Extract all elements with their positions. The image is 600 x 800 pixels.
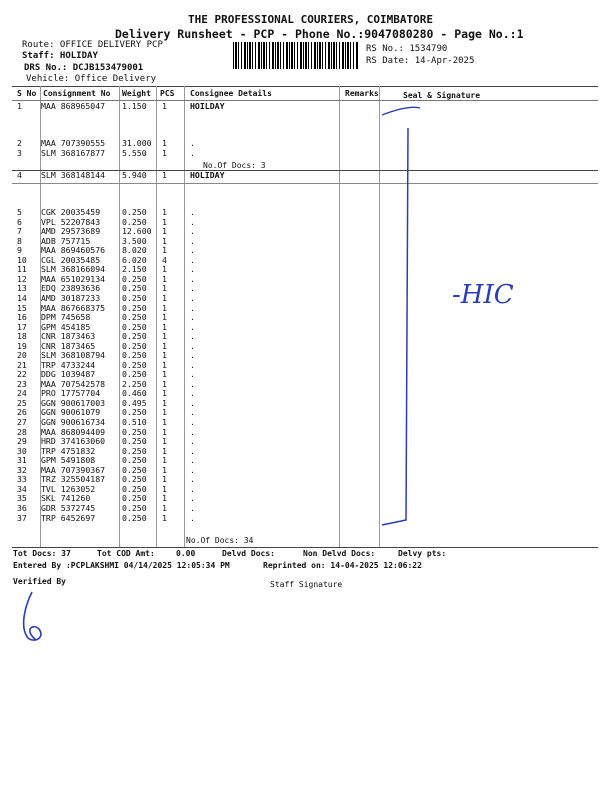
row-weight: 0.250: [122, 369, 147, 379]
row-consignment: GDR 5372745: [41, 503, 96, 513]
row-consignment: SKL 741260: [41, 493, 91, 503]
row-pcs: 1: [162, 407, 167, 417]
row-consignment: AMD 30187233: [41, 293, 101, 303]
row-weight: 6.020: [122, 255, 147, 265]
row-sno: 22: [17, 369, 27, 379]
row-pcs: 1: [162, 417, 167, 427]
row-consignment: CNR 1873463: [41, 331, 96, 341]
row-sno: 15: [17, 303, 27, 313]
row-consignment: MAA 869460576: [41, 245, 106, 255]
reprinted-on: Reprinted on: 14-04-2025 12:06:22: [263, 561, 422, 570]
barcode: [233, 42, 359, 69]
row-pcs: 1: [162, 274, 167, 284]
row-pcs: 1: [162, 217, 167, 227]
row-pcs: 1: [162, 312, 167, 322]
row-consignment: HRD 374163060: [41, 436, 106, 446]
row-weight: 0.250: [122, 293, 147, 303]
row-weight: 0.250: [122, 493, 147, 503]
row-consignee: .: [190, 283, 195, 293]
verified-by-label: Verified By: [13, 577, 66, 586]
row-sno: 17: [17, 322, 27, 332]
row-pcs: 1: [162, 465, 167, 475]
row-pcs: 1: [162, 331, 167, 341]
row-pcs: 1: [162, 474, 167, 484]
row-consignee: .: [190, 148, 195, 158]
row-sno: 16: [17, 312, 27, 322]
row-sno: 11: [17, 264, 27, 274]
row-consignment: EDQ 23893636: [41, 283, 101, 293]
row-consignee: .: [190, 236, 195, 246]
col-weight: Weight: [122, 89, 151, 98]
row-consignee: .: [190, 379, 195, 389]
row-consignment: CNR 1873465: [41, 341, 96, 351]
row-consignee: .: [190, 303, 195, 313]
row-consignee: .: [190, 350, 195, 360]
row-consignee: .: [190, 369, 195, 379]
row-weight: 2.250: [122, 379, 147, 389]
row-consignee: .: [190, 207, 195, 217]
row-sno: 19: [17, 341, 27, 351]
row-consignment: DDG 1039487: [41, 369, 96, 379]
row-consignment: SLM 368108794: [41, 350, 106, 360]
col-sno: S No: [17, 89, 37, 98]
row-pcs: 1: [162, 245, 167, 255]
group1-doc-count: No.Of Docs: 3: [203, 161, 266, 170]
row-pcs: 1: [162, 283, 167, 293]
row-consignment: SLM 368167877: [41, 148, 106, 158]
row-pcs: 1: [162, 303, 167, 313]
row-consignment: TRP 4751832: [41, 446, 96, 456]
row-pcs: 1: [162, 427, 167, 437]
row-sno: 7: [17, 226, 22, 236]
row-weight: 8.020: [122, 245, 147, 255]
row-consignee: HOILDAY: [190, 101, 225, 111]
row-consignment: ADB 757715: [41, 236, 91, 246]
row-consignment: MAA 651029134: [41, 274, 106, 284]
row-weight: 0.250: [122, 513, 147, 523]
entered-by: Entered By :PCPLAKSHMI 04/14/2025 12:05:34 PM: [13, 561, 230, 570]
row-consignee: .: [190, 360, 195, 370]
row-weight: 0.250: [122, 322, 147, 332]
row-consignee: .: [190, 293, 195, 303]
row-consignee: .: [190, 446, 195, 456]
staff-signature-label: Staff Signature: [270, 580, 343, 589]
row-sno: 12: [17, 274, 27, 284]
row-consignment: TRP 4733244: [41, 360, 96, 370]
tot-cod-value: 0.00: [176, 549, 196, 558]
row-consignee: .: [190, 255, 195, 265]
row-pcs: 1: [162, 398, 167, 408]
rs-date: RS Date: 14-Apr-2025: [366, 56, 475, 66]
row-consignee: .: [190, 436, 195, 446]
row-consignment: TRZ 325504187: [41, 474, 106, 484]
row-weight: 0.250: [122, 446, 147, 456]
row-sno: 9: [17, 245, 22, 255]
staff: Staff: HOLIDAY: [22, 51, 98, 61]
row-sno: 25: [17, 398, 27, 408]
row-weight: 0.250: [122, 436, 147, 446]
row-pcs: 1: [162, 207, 167, 217]
row-consignment: AMD 29573689: [41, 226, 101, 236]
row-pcs: 1: [162, 379, 167, 389]
row-pcs: 1: [162, 436, 167, 446]
row-pcs: 4: [162, 255, 167, 265]
row-pcs: 1: [162, 322, 167, 332]
row-sno: 28: [17, 427, 27, 437]
row-weight: 0.250: [122, 283, 147, 293]
row-pcs: 1: [162, 513, 167, 523]
row-sno: 37: [17, 513, 27, 523]
row-sno: 33: [17, 474, 27, 484]
row-consignee: .: [190, 417, 195, 427]
row-consignee: .: [190, 474, 195, 484]
row-sno: 14: [17, 293, 27, 303]
col-consignee: Consignee Details: [190, 89, 272, 98]
row-consignment: TRP 6452697: [41, 513, 96, 523]
row-consignment: CGK 20035459: [41, 207, 101, 217]
row-consignee: .: [190, 388, 195, 398]
row-consignment: GGN 900617003: [41, 398, 106, 408]
row-weight: 0.250: [122, 455, 147, 465]
row-weight: 12.600: [122, 226, 152, 236]
tot-cod-label: Tot COD Amt:: [97, 549, 155, 558]
non-delvd-docs: Non Delvd Docs:: [303, 549, 376, 558]
row-pcs: 1: [162, 503, 167, 513]
row-sno: 1: [17, 101, 22, 111]
row-consignment: TVL 1263052: [41, 484, 96, 494]
row-pcs: 1: [162, 264, 167, 274]
row-consignee: .: [190, 245, 195, 255]
col-pcs: PCS: [160, 89, 175, 98]
row-consignment: MAA 707390367: [41, 465, 106, 475]
row-sno: 32: [17, 465, 27, 475]
row-sno: 34: [17, 484, 27, 494]
group2-doc-count: No.Of Docs: 34: [186, 536, 254, 545]
row-consignment: PRO 17757704: [41, 388, 101, 398]
row-consignment: VPL 52207843: [41, 217, 101, 227]
row-weight: 0.250: [122, 312, 147, 322]
row-sno: 20: [17, 350, 27, 360]
row-consignee: .: [190, 226, 195, 236]
row-sno: 26: [17, 407, 27, 417]
col-consignment: Consignment No: [43, 89, 111, 98]
row-consignee: .: [190, 493, 195, 503]
row-consignee: .: [190, 322, 195, 332]
company-name: THE PROFESSIONAL COURIERS, COIMBATORE: [188, 13, 434, 26]
row-sno: 5: [17, 207, 22, 217]
row-weight: 1.150: [122, 101, 147, 111]
row-consignment: MAA 867668375: [41, 303, 106, 313]
row-weight: 0.250: [122, 474, 147, 484]
row-consignment: MAA 868094409: [41, 427, 106, 437]
row-weight: 5.550: [122, 148, 147, 158]
col-remarks: Remarks: [345, 89, 379, 98]
row-pcs: 1: [162, 369, 167, 379]
row-weight: 0.250: [122, 465, 147, 475]
row-consignee: .: [190, 455, 195, 465]
row-weight: 0.510: [122, 417, 147, 427]
row-pcs: 1: [162, 170, 167, 180]
runsheet-title: Delivery Runsheet - PCP - Phone No.:9047080280 - Page No.:1: [115, 27, 524, 41]
row-consignment: DPM 745658: [41, 312, 91, 322]
row-weight: 31.000: [122, 138, 152, 148]
row-consignee: .: [190, 465, 195, 475]
row-pcs: 1: [162, 350, 167, 360]
row-consignee: .: [190, 274, 195, 284]
row-pcs: 1: [162, 446, 167, 456]
row-weight: 0.250: [122, 484, 147, 494]
row-consignee: .: [190, 513, 195, 523]
tot-docs: Tot Docs: 37: [13, 549, 71, 558]
row-consignee: .: [190, 312, 195, 322]
row-weight: 0.495: [122, 398, 147, 408]
row-consignee: .: [190, 217, 195, 227]
row-consignee: .: [190, 341, 195, 351]
verifier-signature: [14, 588, 64, 648]
handwritten-marks: [380, 100, 560, 540]
row-sno: 8: [17, 236, 22, 246]
row-consignment: MAA 868965047: [41, 101, 106, 111]
route: Route: OFFICE DELIVERY PCP: [22, 40, 163, 50]
row-weight: 2.150: [122, 264, 147, 274]
row-consignee: HOLIDAY: [190, 170, 225, 180]
row-weight: 0.250: [122, 407, 147, 417]
row-sno: 35: [17, 493, 27, 503]
row-weight: 0.250: [122, 303, 147, 313]
delvd-docs: Delvd Docs:: [222, 549, 275, 558]
row-consignee: .: [190, 331, 195, 341]
row-weight: 0.250: [122, 207, 147, 217]
row-pcs: 1: [162, 148, 167, 158]
row-pcs: 1: [162, 388, 167, 398]
row-pcs: 1: [162, 360, 167, 370]
row-sno: 30: [17, 446, 27, 456]
row-weight: 5.940: [122, 170, 147, 180]
row-consignment: GGN 900616734: [41, 417, 106, 427]
delvy-pts: Delvy pts:: [398, 549, 447, 558]
row-pcs: 1: [162, 493, 167, 503]
row-weight: 3.500: [122, 236, 147, 246]
rs-no: RS No.: 1534790: [366, 44, 448, 54]
row-sno: 18: [17, 331, 27, 341]
row-weight: 0.250: [122, 331, 147, 341]
row-pcs: 1: [162, 455, 167, 465]
row-pcs: 1: [162, 138, 167, 148]
row-consignment: MAA 707390555: [41, 138, 106, 148]
row-consignee: .: [190, 138, 195, 148]
row-weight: 0.250: [122, 427, 147, 437]
table-top-rule: [12, 86, 598, 87]
row-pcs: 1: [162, 101, 167, 111]
row-consignee: .: [190, 484, 195, 494]
row-sno: 36: [17, 503, 27, 513]
row-consignee: .: [190, 427, 195, 437]
row-consignment: GPM 5491808: [41, 455, 96, 465]
drs-no: DRS No.: DCJB153479001: [24, 63, 144, 73]
row-sno: 3: [17, 148, 22, 158]
row-sno: 27: [17, 417, 27, 427]
row-weight: 0.250: [122, 341, 147, 351]
row-sno: 23: [17, 379, 27, 389]
row-sno: 29: [17, 436, 27, 446]
row-pcs: 1: [162, 226, 167, 236]
row-sno: 2: [17, 138, 22, 148]
row-consignment: CGL 20035485: [41, 255, 101, 265]
row-weight: 0.460: [122, 388, 147, 398]
row-weight: 0.250: [122, 350, 147, 360]
row-weight: 0.250: [122, 217, 147, 227]
vehicle: Vehicle: Office Delivery: [26, 74, 157, 84]
col-seal-signature: Seal & Signature: [403, 91, 481, 100]
row-pcs: 1: [162, 293, 167, 303]
row-sno: 4: [17, 170, 22, 180]
row-pcs: 1: [162, 484, 167, 494]
row-consignee: .: [190, 407, 195, 417]
row-consignee: .: [190, 398, 195, 408]
row-sno: 10: [17, 255, 27, 265]
row-weight: 0.250: [122, 503, 147, 513]
row-weight: 0.250: [122, 360, 147, 370]
row-consignee: .: [190, 264, 195, 274]
table-bottom-rule: [12, 547, 598, 548]
row-consignment: SLM 368148144: [41, 170, 106, 180]
row-pcs: 1: [162, 341, 167, 351]
handwritten-note: -HIC: [452, 280, 514, 310]
row-sno: 31: [17, 455, 27, 465]
row-consignment: MAA 707542578: [41, 379, 106, 389]
row-pcs: 1: [162, 236, 167, 246]
row-sno: 6: [17, 217, 22, 227]
row-consignment: GGN 90061079: [41, 407, 101, 417]
row-consignment: GPM 454185: [41, 322, 91, 332]
row-weight: 0.250: [122, 274, 147, 284]
row-sno: 13: [17, 283, 27, 293]
row-sno: 21: [17, 360, 27, 370]
row-consignment: SLM 368166094: [41, 264, 106, 274]
row-consignee: .: [190, 503, 195, 513]
row-sno: 24: [17, 388, 27, 398]
